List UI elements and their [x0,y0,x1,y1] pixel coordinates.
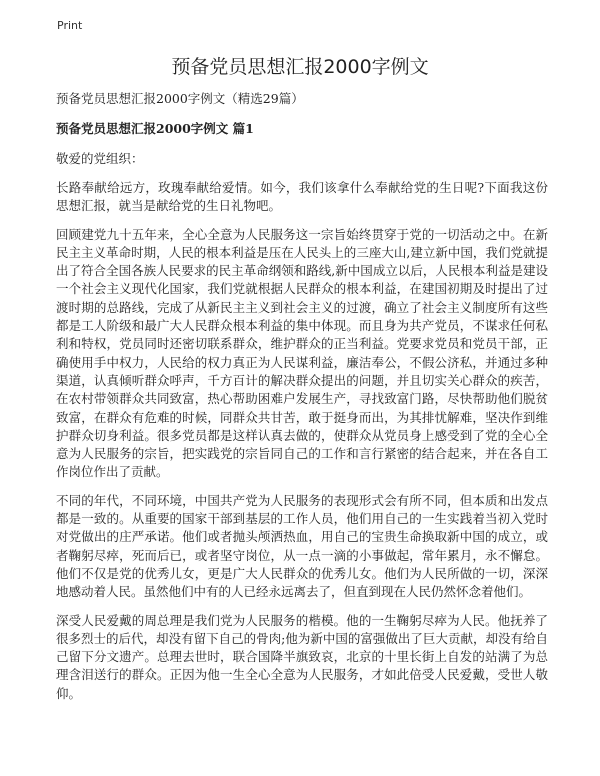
paragraph-3: 不同的年代，不同环境，中国共产党为人民服务的表现形式会有所不同，但本质和出发点都是一致的。从重要的国家干部到基层的工作人员，他们用自己的一生实践着当初入党时对党做出的庄严承诺。他们或者抛头颅洒热血，用自己的宝贵生命换取新中国的成立，或者鞠躬尽瘁，死而后已，或者坚守岗位，从一点一滴的小事做起，常年累月，永不懈怠。他们不仅是党的优秀儿女，更是广大人民群众的优秀儿女。他们为人民所做的一切，深深地感动着人民。虽然他们中有的人已经永远离去了，但直到现在人民仍然怀念着他们。 [56,492,548,600]
document-subtitle: 预备党员思想汇报2000字例文（精选29篇） [56,91,304,106]
paragraph-1: 长路奉献给远方，玫瑰奉献给爱情。如今，我们该拿什么奉献给党的生日呢?下面我这份思想汇报，就当是献给党的生日礼物吧。 [56,180,548,214]
salutation: 敬爱的党组织： [56,151,144,166]
paragraph-2: 回顾建党九十五年来，全心全意为人民服务这一宗旨始终贯穿于党的一切活动之中。在新民主主义革命时期，人民的根本利益是压在人民头上的三座大山,建立新中国，我们党就提出了符合全国各族人民要求的民主革命纲领和路线,新中国成立以后，人民根本利益是建设一个社会主义现代化国家，我们党就根据人民群众的根本利益，在建国初期及时提出了过渡时期的总路线，完成了从新民主主义到社会主义的过渡，确立了社会主义制度所有这些都是工人阶级和最广大人民群众根本利益的集中体现。而且身为共产党员，不谋求任何私利和特权，党员同时还密切联系群众，维护群众的正当利益。党要求党员和党员干部，正确使用手中权力，人民给的权力真正为人民谋利益，廉洁奉公，不假公济私，并通过多种渠道，认真倾听群众呼声，千方百计的解决群众提出的问题，并且切实关心群众的疾苦，在农村带领群众共同致富，热心帮助困难户发展生产，寻找致富门路，尽快帮助他们脱贫致富，在群众有危难的时候，同群众共甘苦，敢于挺身而出，为其排忧解难，坚决作到维护群众切身利益。很多党员都是这样认真去做的，使群众从党员身上感受到了党的全心全意为人民服务的宗旨，把实践党的宗旨同自己的工作和言行紧密的结合起来，并在各自工作岗位作出了贡献。 [56,226,548,480]
print-link[interactable]: Print [57,19,83,32]
paragraph-4: 深受人民爱戴的周总理是我们党为人民服务的楷模。他的一生鞠躬尽瘁为人民。他抚养了很多烈士的后代，却没有留下自己的骨肉;他为新中国的富强做出了巨大贡献，却没有给自己留下分文遗产。总理去世时，联合国降半旗致哀，北京的十里长街上自发的站满了为总理含泪送行的群众。正因为他一生全心全意为人民服务，才如此倍受人民爱戴，受世人敬仰。 [56,612,548,701]
section-heading: 预备党员思想汇报2000字例文 篇1 [56,121,254,136]
page-title: 预备党员思想汇报2000字例文 [171,56,429,78]
document-body [56,90,548,713]
